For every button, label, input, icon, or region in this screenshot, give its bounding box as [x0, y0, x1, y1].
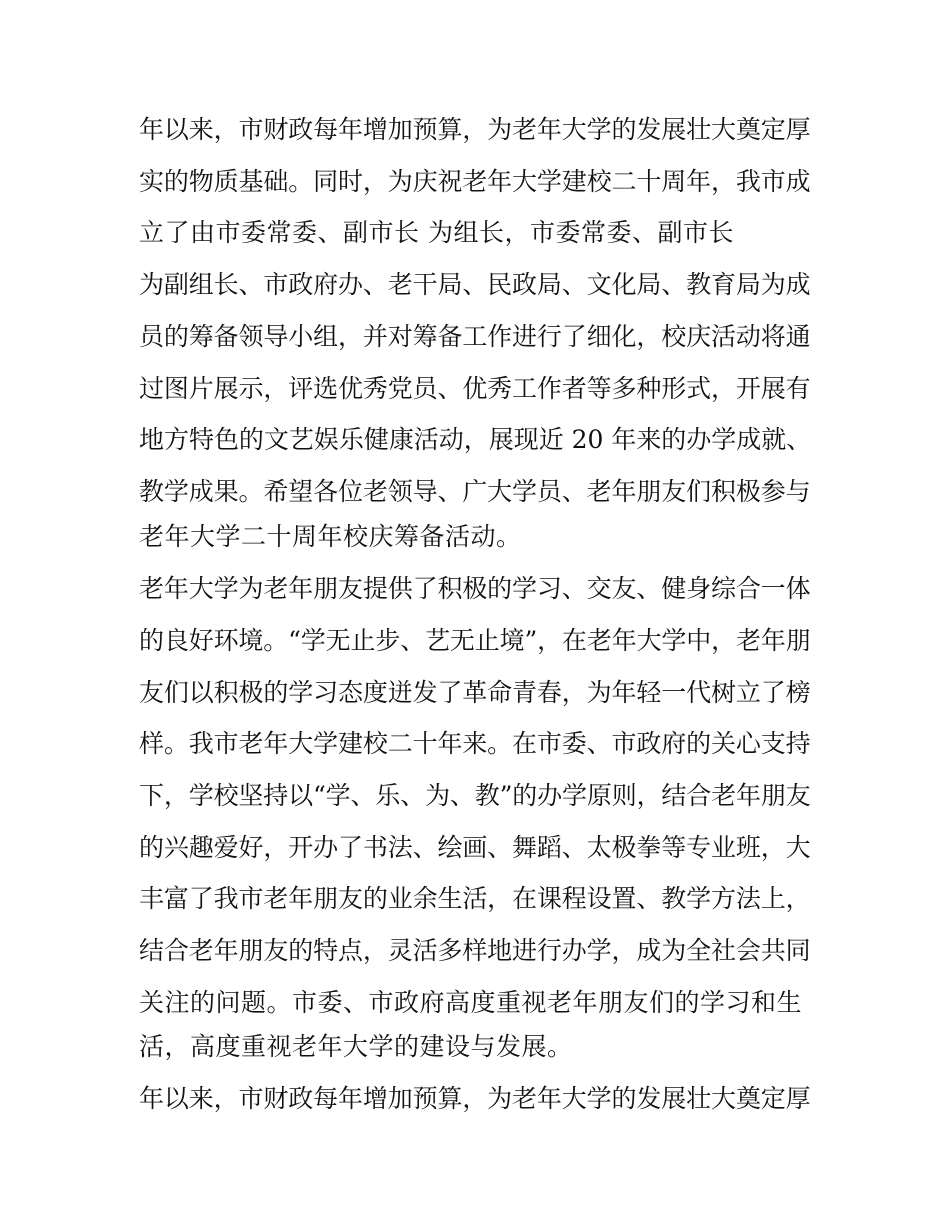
- text-line: 老年大学为老年朋友提供了积极的学习、交友、健身综合一体: [139, 574, 811, 603]
- text-line: 地方特色的文艺娱乐健康活动，展现近 20 年来的办学成就、: [139, 425, 812, 454]
- text-line: 实的物质基础。同时，为庆祝老年大学建校二十周年，我市成: [139, 167, 811, 196]
- text-line: 为副组长、市政府办、老干局、民政局、文化局、教育局为成: [139, 270, 811, 299]
- text-line: 丰富了我市老年朋友的业余生活，在课程设置、教学方法上，: [139, 884, 811, 913]
- text-line: 过图片展示，评选优秀党员、优秀工作者等多种形式，开展有: [139, 374, 811, 403]
- text-line: 下，学校坚持以“学、乐、为、教”的办学原则，结合老年朋友: [139, 781, 811, 810]
- text-line: 老年大学二十周年校庆筹备活动。: [139, 522, 522, 551]
- text-line: 的良好环境。“学无止步、艺无止境”，在老年大学中，老年朋: [139, 626, 811, 655]
- text-line: 立了由市委常委、副市长 为组长，市委常委、副市长: [139, 218, 734, 247]
- text-line: 活，高度重视老年大学的建设与发展。: [139, 1032, 573, 1061]
- text-line: 样。我市老年大学建校二十年来。在市委、市政府的关心支持: [139, 729, 811, 758]
- text-line: 的兴趣爱好，开办了书法、绘画、舞蹈、太极拳等专业班，大: [139, 833, 811, 862]
- text-line: 年以来，市财政每年增加预算，为老年大学的发展壮大奠定厚: [139, 115, 811, 144]
- text-line: 员的筹备领导小组，并对筹备工作进行了细化，校庆活动将通: [139, 322, 811, 351]
- text-line: 关注的问题。市委、市政府高度重视老年朋友们的学习和生: [139, 988, 803, 1017]
- text-line: 年以来，市财政每年增加预算，为老年大学的发展壮大奠定厚: [139, 1084, 811, 1113]
- text-line: 结合老年朋友的特点，灵活多样地进行办学，成为全社会共同: [139, 936, 811, 965]
- text-line: 教学成果。希望各位老领导、广大学员、老年朋友们积极参与: [139, 477, 811, 506]
- text-line: 友们以积极的学习态度迸发了革命青春，为年轻一代树立了榜: [139, 678, 811, 707]
